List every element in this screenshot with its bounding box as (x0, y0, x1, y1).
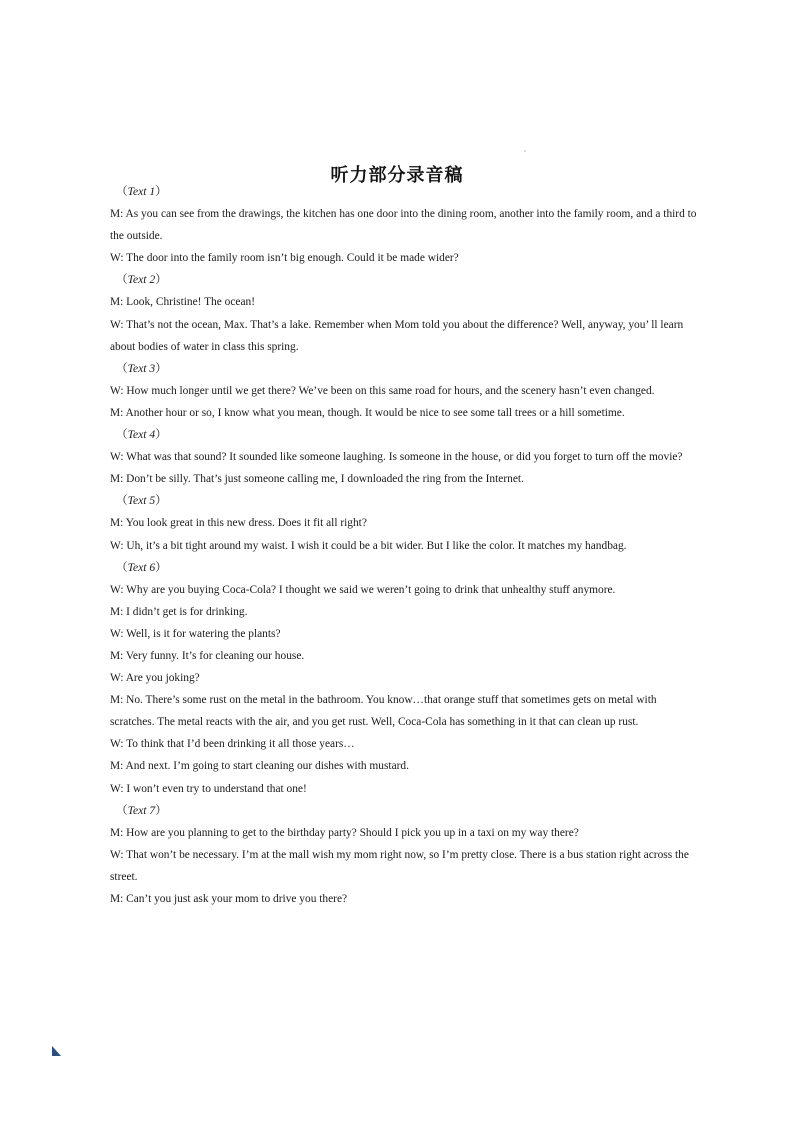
dialogue-line: W: To think that I’d been drinking it all those years… (110, 738, 355, 751)
dialogue-line: M: Don’t be silly. That’s just someone calling me, I downloaded the ring from the Internet. (110, 473, 524, 486)
page-title: 听力部分录音稿 (330, 165, 464, 187)
section-label-text: Text 3 (127, 361, 156, 375)
dialogue-line: M: I didn’t get is for drinking. (110, 605, 248, 618)
dialogue-line: M: How are you planning to get to the birthday party? Should I pick you up in a taxi on my way there? (110, 826, 579, 839)
dialogue-line: M: And next. I’m going to start cleaning our dishes with mustard. (110, 760, 409, 773)
dialogue-line: M: As you can see from the drawings, the kitchen has one door into the dining room, another into the family room, and a third to the outside. (110, 208, 697, 243)
section-label: （Text 4） (116, 428, 167, 442)
dialogue-line: M: Another hour or so, I know what you mean, though. It would be nice to see some tall trees or a hill sometime. (110, 406, 625, 419)
section-label-text: Text 4 (127, 428, 156, 442)
section-label-text: Text 2 (127, 273, 156, 287)
dialogue-line: M: Can’t you just ask your mom to drive you there? (110, 893, 348, 905)
section-label-text: Text 7 (127, 803, 156, 817)
dialogue-line: M: Very funny. It’s for cleaning our house. (110, 649, 305, 662)
scan-speck (524, 150, 526, 152)
dialogue-line: W: Why are you buying Coca-Cola? I thought we said we weren’t going to drink that unhealthy stuff anymore. (110, 583, 616, 596)
section-label: （Text 3） (116, 361, 167, 375)
dialogue-line: W: Uh, it’s a bit tight around my waist. I wish it could be a bit wider. But I like the color. It matches my handbag. (110, 539, 627, 552)
section-label: （Text 1） (116, 185, 167, 198)
corner-mark-icon (52, 1046, 61, 1056)
section-label: （Text 6） (116, 560, 167, 574)
dialogue-line: W: That won’t be necessary. I’m at the mall wish my mom right now, so I’m pretty close. There is a bus station right across the street. (110, 848, 689, 883)
dialogue-line: W: That’s not the ocean, Max. That’s a lake. Remember when Mom told you about the difference? Well, anyway, you’ ll learn about bodies of water in class this spring. (110, 318, 684, 353)
section-label-text: Text 5 (127, 494, 156, 508)
dialogue-line: M: Look, Christine! The ocean! (110, 296, 255, 309)
dialogue-line: M: You look great in this new dress. Does it fit all right? (110, 517, 367, 530)
section-label-text: Text 6 (127, 560, 156, 574)
section-label: （Text 7） (116, 803, 167, 817)
section-label: （Text 5） (116, 494, 167, 508)
section-label: （Text 2） (116, 273, 167, 287)
dialogue-line: M: No. There’s some rust on the metal in the bathroom. You know…that orange stuff that sometimes gets on metal with scratches. The metal reacts with the air, and you get rust. Well, Coca-Cola has something in it that can clean up rust. (110, 694, 657, 729)
dialogue-line: W: Well, is it for watering the plants? (110, 627, 281, 640)
dialogue-line: W: Are you joking? (110, 672, 200, 685)
section-label-text: Text 1 (127, 185, 156, 198)
dialogue-line: W: How much longer until we get there? We’ve been on this same road for hours, and the scenery hasn’t even changed. (110, 384, 655, 397)
dialogue-line: W: What was that sound? It sounded like someone laughing. Is someone in the house, or did you forget to turn off the movie? (110, 451, 683, 464)
dialogue-line: W: I won’t even try to understand that one! (110, 782, 307, 795)
dialogue-line: W: The door into the family room isn’t big enough. Could it be made wider? (110, 252, 459, 265)
transcript-body (110, 181, 700, 910)
